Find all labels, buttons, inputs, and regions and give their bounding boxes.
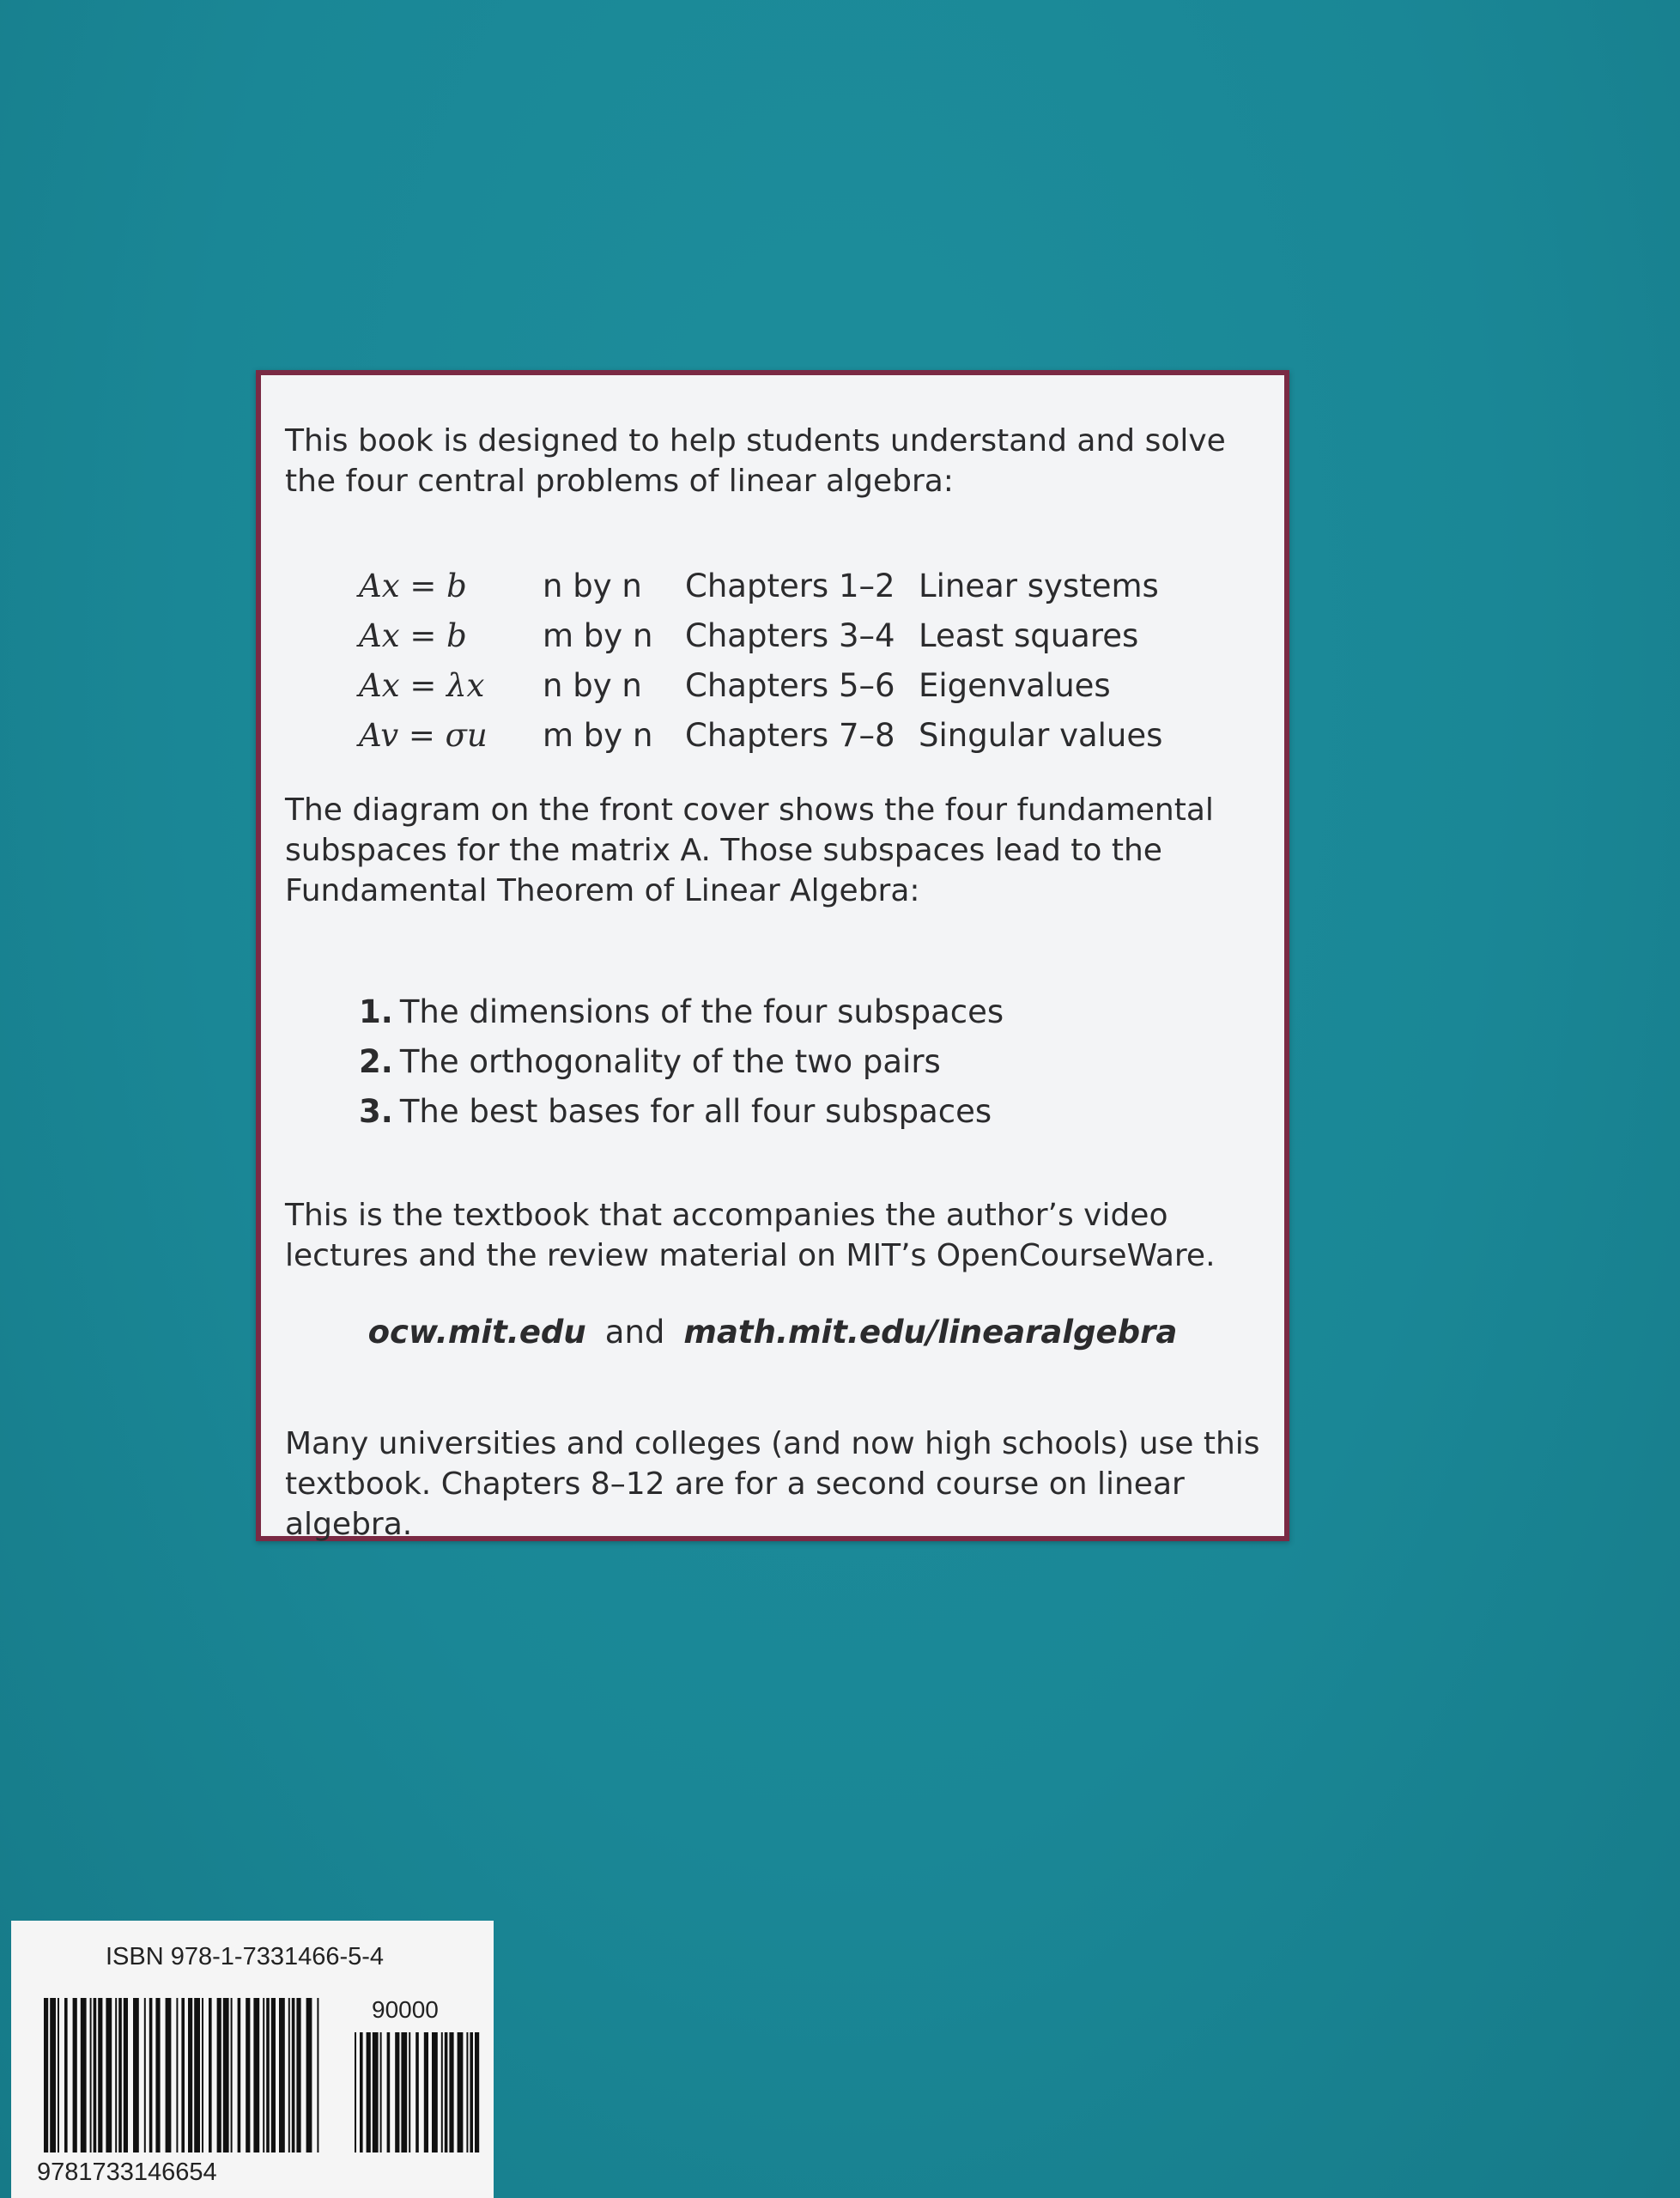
topic-cell: Singular values [919, 717, 1163, 754]
equation-cell: Av = σu [359, 717, 488, 754]
list-text: The dimensions of the four subspaces [399, 993, 1004, 1030]
table-row [359, 711, 1162, 761]
table-row [359, 661, 1162, 711]
isbn-text: ISBN 978-1-7331466-5-4 [106, 1943, 385, 1970]
topic-cell: Eigenvalues [919, 667, 1111, 704]
ocw-link: ocw.mit.edu [367, 1314, 586, 1351]
links-connector: and [604, 1314, 665, 1351]
list-item [359, 1037, 1004, 1087]
barcode-label [11, 1921, 494, 2198]
size-cell: n by n [543, 568, 642, 604]
chapters-cell: Chapters 7–8 [685, 717, 895, 754]
table-row [359, 562, 1162, 611]
list-item [359, 987, 1004, 1037]
topic-cell: Linear systems [919, 568, 1159, 604]
list-text: The orthogonality of the two pairs [399, 1043, 941, 1080]
topic-cell: Least squares [919, 617, 1139, 654]
blurb-box [256, 370, 1289, 1541]
barcode-image [28, 1998, 488, 2157]
equation-cell: Ax = b [359, 568, 467, 604]
linearalgebra-link: math.mit.edu/linearalgebra [683, 1314, 1178, 1351]
chapters-cell: Chapters 1–2 [685, 568, 895, 604]
links-line [261, 1312, 1284, 1352]
list-number: 1. [359, 993, 393, 1030]
ean-number-text: 9781733146654 [37, 2159, 217, 2186]
theorem-list [359, 987, 1004, 1137]
size-cell: m by n [543, 717, 653, 754]
equation-cell: Ax = b [359, 617, 467, 654]
diagram-paragraph: The diagram on the front cover shows the four fundamental subspaces for the matrix A. Those subspaces lead to the Fundamental Theorem of Linear Algebra: [285, 792, 1214, 908]
size-cell: m by n [543, 617, 653, 654]
size-cell: n by n [543, 667, 642, 704]
list-item [359, 1087, 1004, 1137]
problems-table [359, 562, 1162, 761]
price-code-text: 90000 [372, 1996, 439, 2023]
chapters-cell: Chapters 5–6 [685, 667, 895, 704]
universities-paragraph: Many universities and colleges (and now high schools) use this textbook. Chapters 8–12 are for a second course on linear algebra. [285, 1426, 1260, 1542]
list-number: 3. [359, 1093, 393, 1130]
textbook-paragraph: This is the textbook that accompanies the author’s video lectures and the review material on MIT’s OpenCourseWare. [285, 1198, 1216, 1273]
equation-cell: Ax = λx [359, 667, 485, 704]
chapters-cell: Chapters 3–4 [685, 617, 895, 654]
list-text: The best bases for all four subspaces [399, 1093, 992, 1130]
list-number: 2. [359, 1043, 393, 1080]
intro-paragraph: This book is designed to help students understand and solve the four central problems of linear algebra: [285, 423, 1226, 499]
table-row [359, 611, 1162, 661]
